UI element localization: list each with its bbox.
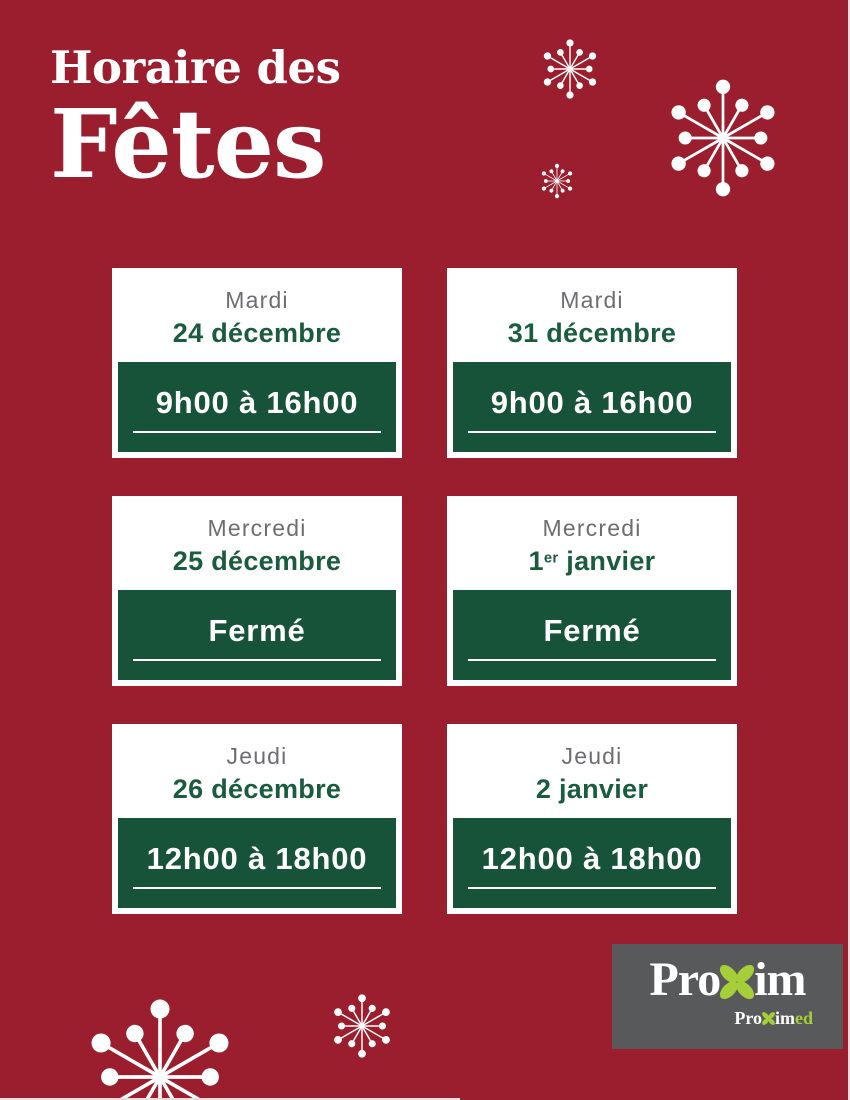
card-day-label: Mardi: [225, 287, 289, 313]
card-day-label: Mercredi: [207, 515, 307, 541]
proxim-wordmark: [612, 952, 843, 1007]
schedule-card-jan2: [447, 724, 737, 914]
subbrand-text-suffix: ed: [795, 1008, 813, 1028]
card-hours-panel: [453, 362, 731, 452]
card-date-label: [508, 318, 676, 349]
snowflake-icon: [539, 163, 575, 199]
card-day-label: Mardi: [560, 287, 624, 313]
card-date-text2: janvier: [558, 546, 656, 576]
card-date-label: [173, 546, 341, 577]
card-header: [118, 274, 396, 362]
card-date-sup: er: [543, 550, 559, 567]
card-date-label: [173, 774, 341, 805]
card-hours-panel: [118, 362, 396, 452]
card-header: [453, 274, 731, 362]
card-underline: [133, 887, 381, 889]
card-date-label: [536, 774, 648, 805]
card-date-text: 25 décembre: [172, 546, 342, 576]
card-hours-panel: [118, 590, 396, 680]
card-date-text: 24 décembre: [172, 318, 342, 348]
petal-x-icon: [761, 1011, 776, 1026]
card-date-text: 31 décembre: [507, 318, 677, 348]
page-title: [50, 41, 341, 200]
card-header: [453, 502, 731, 590]
card-underline: [133, 431, 381, 433]
card-underline: [468, 659, 716, 661]
card-hours-panel: [453, 818, 731, 908]
card-day-label: Mercredi: [542, 515, 642, 541]
petal-x-icon: [717, 962, 757, 1002]
card-day-label: Jeudi: [561, 743, 623, 769]
subbrand-text-pre: Pro: [734, 1008, 762, 1028]
page-title-line2: Fêtes: [50, 89, 326, 200]
card-date-text: 1: [528, 546, 544, 576]
subbrand-text-mid: im: [775, 1008, 795, 1028]
snowflake-icon: [662, 77, 784, 199]
schedule-grid: [112, 268, 737, 914]
card-day-label: Jeudi: [226, 743, 288, 769]
card-header: [118, 502, 396, 590]
card-date-label: [529, 546, 656, 577]
card-header: [118, 730, 396, 818]
card-hours-label: 12h00 à 18h00: [146, 841, 368, 876]
proxim-logo: [612, 944, 843, 1049]
schedule-card-dec26: [112, 724, 402, 914]
card-hours-label: 9h00 à 16h00: [155, 385, 359, 420]
schedule-card-dec24: [112, 268, 402, 458]
schedule-card-dec31: [447, 268, 737, 458]
snowflake-icon: [79, 996, 241, 1100]
proximed-wordmark: [734, 1008, 813, 1029]
page-title-line1: Horaire des: [50, 41, 341, 94]
brand-text-post: im: [754, 953, 806, 1006]
schedule-card-dec25: [112, 496, 402, 686]
card-hours-label: Fermé: [208, 613, 306, 648]
card-hours-label: 12h00 à 18h00: [481, 841, 703, 876]
card-underline: [468, 887, 716, 889]
snowflake-icon: [539, 38, 601, 100]
card-hours-label: 9h00 à 16h00: [490, 385, 694, 420]
card-hours-label: Fermé: [543, 613, 641, 648]
card-date-text: 2 janvier: [535, 774, 649, 804]
brand-text-pre: Pro: [649, 953, 721, 1006]
card-date-text: 26 décembre: [172, 774, 342, 804]
card-hours-panel: [453, 590, 731, 680]
card-header: [453, 730, 731, 818]
card-underline: [468, 431, 716, 433]
card-hours-panel: [118, 818, 396, 908]
schedule-card-jan1: [447, 496, 737, 686]
snowflake-icon: [329, 993, 395, 1059]
card-date-label: [173, 318, 341, 349]
card-underline: [133, 659, 381, 661]
